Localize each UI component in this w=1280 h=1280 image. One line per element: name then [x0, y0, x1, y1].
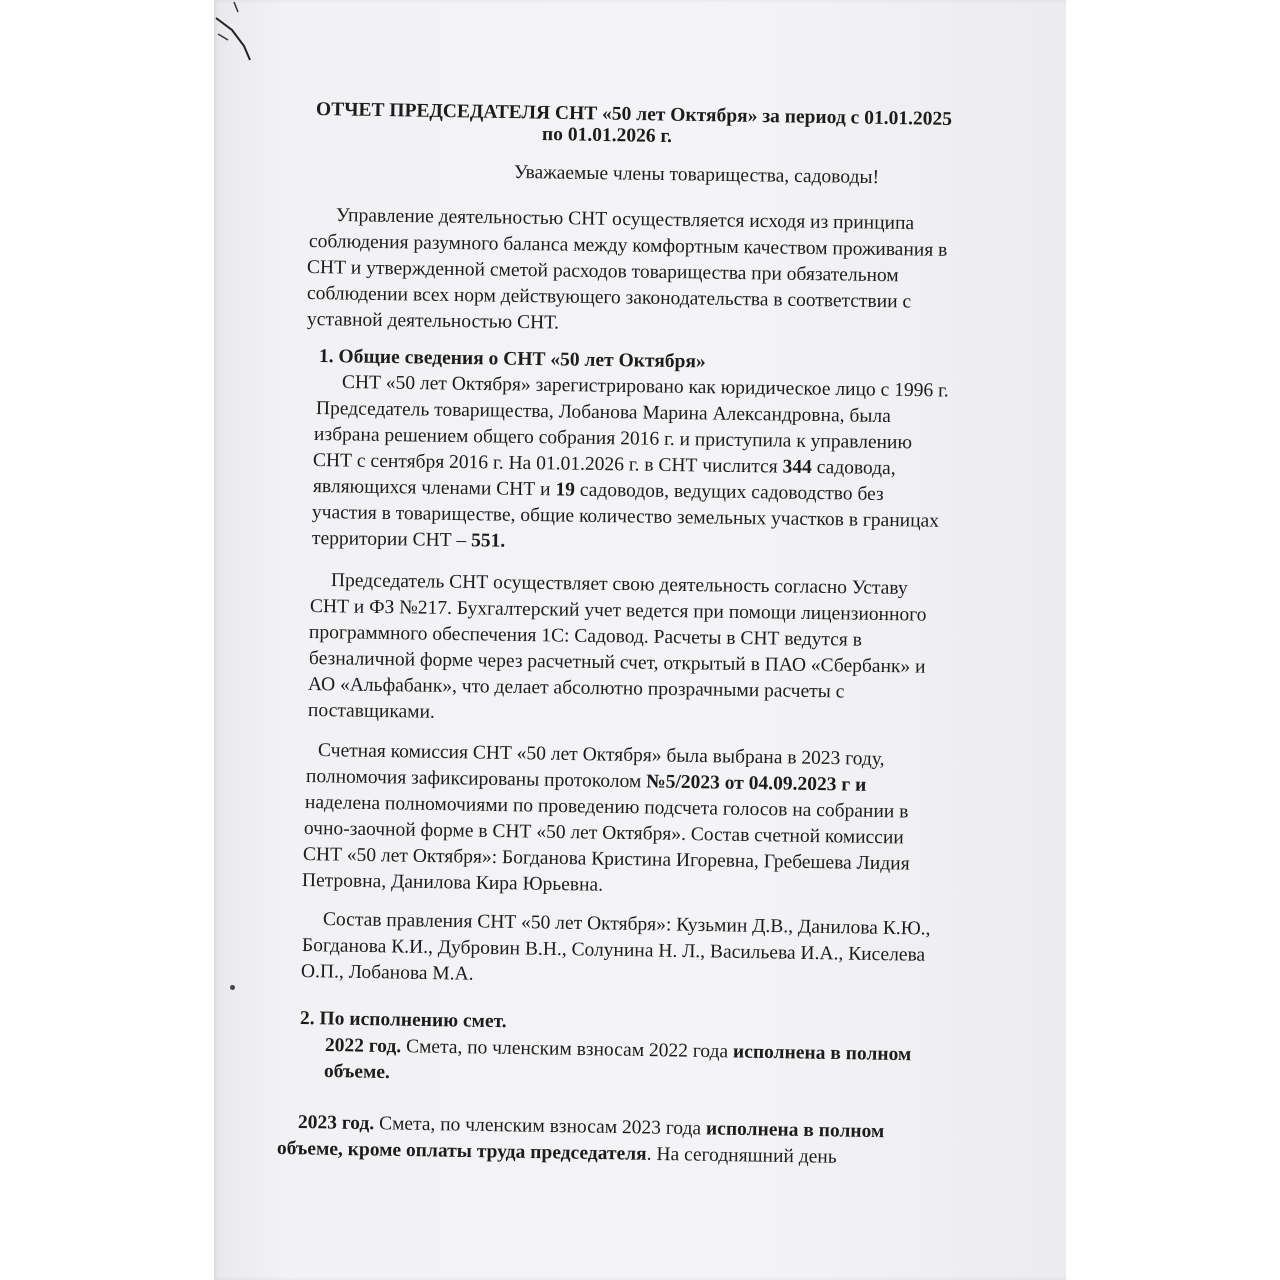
- non-members-count: 19: [555, 479, 576, 501]
- intro-line: Управление деятельностью СНТ осуществляется исходя из принципа: [335, 205, 915, 235]
- section-2-text: 2022 год. Смета, по членским взносам 2022 года исполнена в полном: [324, 1035, 912, 1066]
- section-1-text: Счетная комиссия СНТ «50 лет Октября» была выбрана в 2023 году,: [317, 740, 885, 770]
- section-1-text: Председатель товарищества, Лобанова Марина Александровна, была: [315, 398, 891, 428]
- section-1-text: АО «Альфабанк», что делает абсолютно прозрачными расчеты с: [307, 674, 845, 703]
- section-2-text: объеме.: [323, 1061, 391, 1084]
- paper-speck: [230, 985, 235, 990]
- report-title-line-2: по 01.01.2026 г.: [541, 124, 673, 148]
- section-1-text: избрана решением общего собрания 2016 г. и приступила к управлению: [313, 424, 913, 454]
- protocol-ref: №5/2023 от 04.09.2023 г: [645, 771, 851, 796]
- section-1-text: О.П., Лобанова М.А.: [300, 961, 474, 985]
- section-1-text: поставщиками.: [307, 700, 436, 723]
- section-1-text: Петровна, Данилова Кира Юрьевна.: [301, 870, 604, 896]
- intro-line: СНТ и утвержденной сметой расходов товарищества при обязательном: [306, 257, 899, 287]
- section-1-text: СНТ с сентября 2016 г. На 01.01.2026 г. в СНТ числится 344 садовода,: [312, 450, 896, 480]
- greeting: Уважаемые члены товарищества, садоводы!: [513, 162, 880, 189]
- section-1-text: СНТ «50 лет Октября»: Богданова Кристина Игоревна, Гребешева Лидия: [302, 844, 910, 875]
- section-1-text: Богданова К.И., Дубровин В.Н., Солунина Н. Л., Васильева И.А., Киселева: [301, 935, 926, 966]
- section-1-text: территории СНТ – 551.: [311, 528, 506, 552]
- section-2-heading: 2. По исполнению смет.: [299, 1008, 507, 1033]
- section-1-text: программного обеспечения 1С: Садовод. Расчеты в СНТ ведутся в: [308, 622, 863, 651]
- plots-count: 551.: [470, 530, 506, 552]
- section-1-text: участия в товариществе, общие количество земельных участков в границах: [311, 502, 940, 532]
- section-1-text: наделена полномочиями по проведению подсчета голосов на собрании в: [304, 792, 909, 823]
- pen-mark: [214, 0, 274, 80]
- section-1-text: СНТ и ФЗ №217. Бухгалтерский учет ведется при помощи лицензионного: [309, 596, 927, 626]
- section-2-text: 2023 год. Смета, по членским взносам 2023 года исполнена в полном: [297, 1112, 885, 1143]
- section-1-heading: 1. Общие сведения о СНТ «50 лет Октября»: [318, 346, 706, 373]
- members-count: 344: [782, 456, 812, 478]
- section-1-text: полномочия зафиксированы протоколом №5/2023 от 04.09.2023 г и: [305, 766, 867, 796]
- intro-line: соблюдения разумного баланса между комфортным качеством проживания в: [308, 231, 948, 261]
- intro-line: соблюдении всех норм действующего законодательства в соответствии с: [306, 283, 912, 313]
- section-1-text: Состав правления СНТ «50 лет Октября»: Кузьмин Д.В., Данилова К.Ю.,: [322, 909, 931, 940]
- section-1-text: СНТ «50 лет Октября» зарегистрировано как юридическое лицо с 1996 г.: [341, 372, 949, 402]
- document-page: [214, 0, 1066, 1280]
- section-1-text: безналичной форме через расчетный счет, открытый в ПАО «Сбербанк» и: [308, 648, 926, 678]
- section-1-text: являющихся членами СНТ и 19 садоводов, ведущих садоводство без: [312, 476, 884, 505]
- intro-line: уставной деятельностью СНТ.: [306, 309, 560, 334]
- report-title-line-1: ОТЧЕТ ПРЕДСЕДАТЕЛЯ СНТ «50 лет Октября» за период с 01.01.2025: [315, 99, 953, 130]
- section-2-text: объеме, кроме оплаты труда председателя. На сегодняшний день: [276, 1138, 837, 1168]
- section-1-text: очно-заочной форме в СНТ «50 лет Октября». Состав счетной комиссии: [303, 818, 904, 849]
- section-1-text: Председатель СНТ осуществляет свою деятельность согласно Уставу: [330, 570, 908, 600]
